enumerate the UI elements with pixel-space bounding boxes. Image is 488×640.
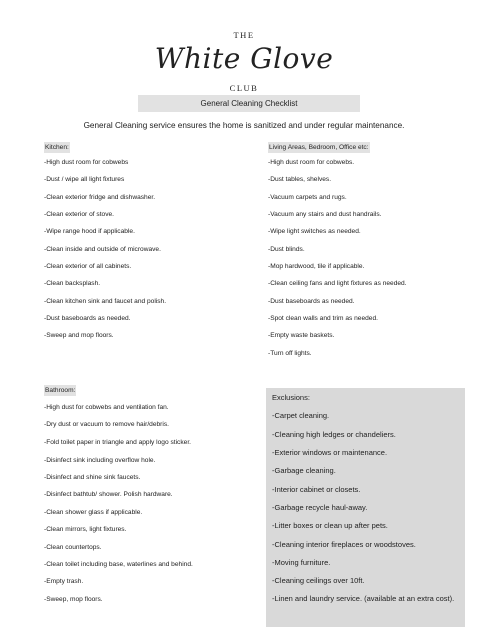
list-item: -Clean exterior of stove. xyxy=(44,211,114,218)
list-item: -Empty waste baskets. xyxy=(268,332,335,339)
logo-top-text: THE xyxy=(233,30,255,40)
bathroom-section xyxy=(44,385,259,603)
list-item: -Clean kitchen sink and faucet and polish. xyxy=(44,298,167,305)
kitchen-heading: Kitchen: xyxy=(45,144,69,151)
logo-bottom-text: CLUB xyxy=(229,83,259,93)
living-section xyxy=(268,142,478,357)
list-item: -Garbage recycle haul-away. xyxy=(272,503,368,512)
list-item: -Dust tables, shelves. xyxy=(268,176,332,183)
list-item: -Exterior windows or maintenance. xyxy=(272,448,388,457)
list-item: -Dry dust or vacuum to remove hair/debris. xyxy=(44,421,169,428)
list-item: -Mop hardwood, tile if applicable. xyxy=(268,263,365,270)
list-item: -Clean exterior fridge and dishwasher. xyxy=(44,194,156,201)
list-item: -Empty trash. xyxy=(44,578,84,585)
list-item: -Sweep and mop floors. xyxy=(44,332,114,339)
list-item: -Cleaning ceilings over 10ft. xyxy=(272,576,365,585)
list-item: -Clean ceiling fans and light fixtures as needed. xyxy=(268,280,407,287)
list-item: -Litter boxes or clean up after pets. xyxy=(272,521,388,530)
list-item: -Clean toilet including base, waterlines and behind. xyxy=(44,561,193,568)
list-item: -Wipe range hood if applicable. xyxy=(44,228,135,235)
list-item: -Garbage cleaning. xyxy=(272,466,336,475)
list-item: -High dust for cobwebs and ventilation fan. xyxy=(44,404,169,411)
bathroom-heading: Bathroom: xyxy=(45,387,76,394)
list-item: -Turn off lights. xyxy=(268,350,312,357)
list-item: -High dust room for cobwebs xyxy=(44,159,129,166)
list-item: -Fold toilet paper in triangle and apply logo sticker. xyxy=(44,439,191,446)
list-item: -Interior cabinet or closets. xyxy=(272,485,361,494)
list-item: -Disinfect sink including overflow hole. xyxy=(44,457,156,464)
logo-script-text: White Glove xyxy=(154,42,334,75)
kitchen-section xyxy=(44,142,254,339)
page-title: General Cleaning Checklist xyxy=(138,95,360,112)
list-item: -Dust / wipe all light fixtures xyxy=(44,176,125,183)
list-item: -Clean countertops. xyxy=(44,544,102,551)
list-item: -Wipe light switches as needed. xyxy=(268,228,361,235)
list-item: -Clean shower glass if applicable. xyxy=(44,509,143,516)
list-item: -Vacuum carpets and rugs. xyxy=(268,194,347,201)
list-item: -Sweep, mop floors. xyxy=(44,596,103,603)
list-item: -Dust blinds. xyxy=(268,246,305,253)
list-item: -Carpet cleaning. xyxy=(272,411,330,420)
list-item: -Disinfect bathtub/ shower. Polish hardware. xyxy=(44,491,173,498)
list-item: -Clean backsplash. xyxy=(44,280,101,287)
living-heading: Living Areas, Bedroom, Office etc: xyxy=(269,144,369,151)
exclusions-heading: Exclusions: xyxy=(272,393,310,402)
list-item: -Dust baseboards as needed. xyxy=(44,315,131,322)
list-item: -Moving furniture. xyxy=(272,558,331,567)
list-item: -Dust baseboards as needed. xyxy=(268,298,355,305)
list-item: -Clean exterior of all cabinets. xyxy=(44,263,132,270)
list-item: -Vacuum any stairs and dust handrails. xyxy=(268,211,382,218)
list-item: -Clean mirrors, light fixtures. xyxy=(44,526,127,533)
list-item: -Linen and laundry service. (available at an extra cost). xyxy=(272,594,455,603)
intro-text: General Cleaning service ensures the home is sanitized and under regular maintenance. xyxy=(83,121,405,130)
list-item: -High dust room for cobwebs. xyxy=(268,159,355,166)
list-item: -Clean inside and outside of microwave. xyxy=(44,246,161,253)
exclusions-box xyxy=(266,388,465,627)
list-item: -Cleaning high ledges or chandeliers. xyxy=(272,430,396,439)
list-item: -Cleaning interior fireplaces or woodstoves. xyxy=(272,540,416,549)
list-item: -Spot clean walls and trim as needed. xyxy=(268,315,378,322)
list-item: -Disinfect and shine sink faucets. xyxy=(44,474,141,481)
